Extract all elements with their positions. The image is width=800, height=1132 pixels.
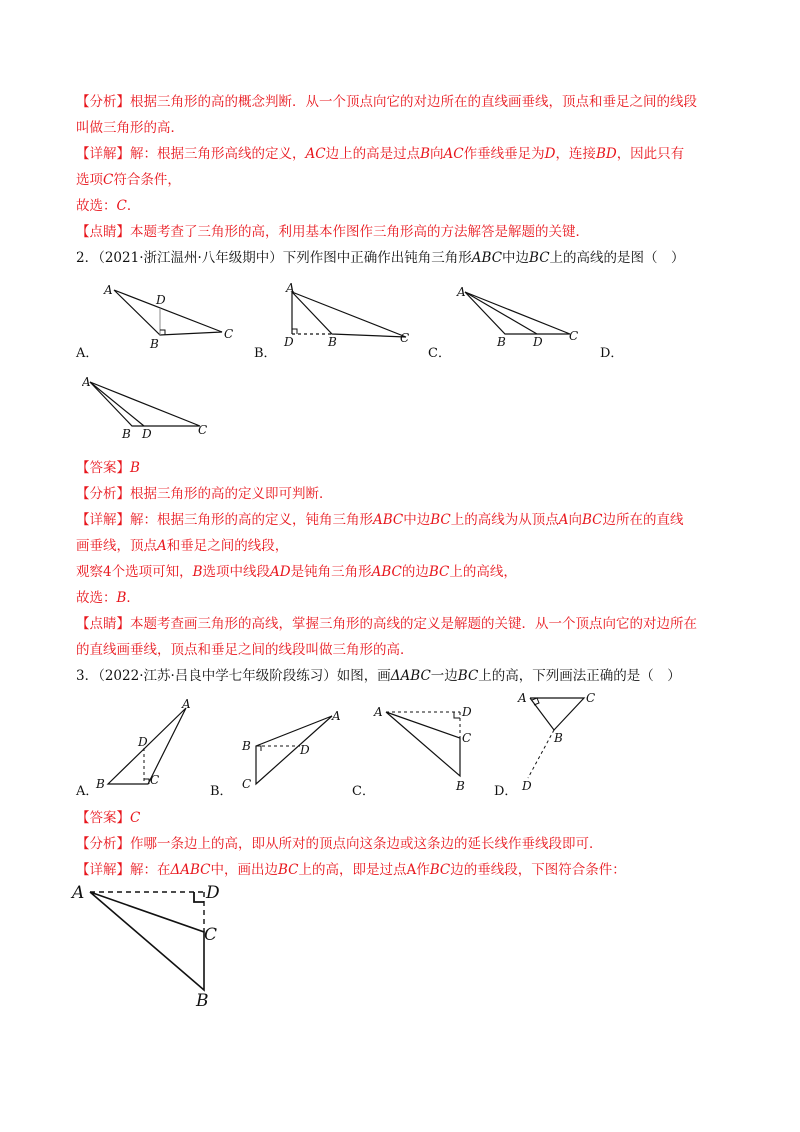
label-C: C [198,423,208,437]
q2-figure-b [280,282,420,356]
label-B: B [242,739,251,753]
q1-comment: 【点睛】本题考查了三角形的高，利用基本作图作三角形高的方法解答是解题的关键． [76,224,589,240]
q3-option-b[interactable]: B． [210,784,233,799]
label-D: D [533,335,543,349]
q2-figure-a [100,280,240,354]
q2-option-d[interactable]: D． [600,346,624,361]
label-D: D [156,293,166,307]
label-C: C [400,331,410,345]
q2-figure-c [455,282,595,356]
label-C: C [224,327,234,341]
q3-figure-d [512,686,602,800]
q3-figure-c [372,700,482,800]
label-A: A [82,375,91,389]
q2-option-a[interactable]: A． [76,346,99,361]
label-B: B [497,335,506,349]
label-B: B [456,779,465,793]
q1-analysis-line-1: 【分析】根据三角形的高的概念判断．从一个顶点向它的对边所在的直线画垂线，顶点和垂足之间的线段 [76,94,697,110]
label-B: B [122,427,131,441]
q3-solution-figure [70,880,240,1014]
q2-comment-line-2: 的直线画垂线，顶点和垂足之间的线段叫做三角形的高． [76,642,414,658]
label-A: A [72,883,85,903]
label-D: D [138,735,148,749]
label-B: B [554,731,563,745]
q1-detail-line-2: 选项C符合条件， [76,172,181,188]
q2-comment-line-1: 【点睛】本题考查画三角形的高线，掌握三角形的高线的定义是解题的关键．从一个顶点向它的对边所在 [76,616,697,632]
q2-figure-d [82,372,222,446]
label-D: D [284,335,294,349]
label-A: A [518,691,527,705]
label-D: D [300,743,310,757]
label-D: D [462,705,472,719]
label-C: C [586,691,596,705]
label-B: B [328,335,337,349]
q3-option-d[interactable]: D． [494,784,518,799]
label-B: B [96,777,105,791]
label-C: C [462,731,472,745]
label-B: B [196,991,209,1010]
label-A: A [104,283,113,297]
q3-detail: 【详解】解：在ΔABC中，画出边BC上的高，即是过点A作BC边的垂线段，下图符合条件： [76,862,626,878]
q2-analysis: 【分析】根据三角形的高的定义即可判断． [76,486,333,502]
label-D: D [522,779,532,793]
q2-answer: 【答案】B [76,460,140,476]
label-D: D [206,883,220,903]
label-C: C [204,925,218,945]
q1-answer: 故选：C． [76,198,141,214]
q2-detail-line-3: 观察4个选项可知，B选项中线段AD是钝角三角形ABC的边BC上的高线， [76,564,517,580]
label-A: A [332,709,341,723]
q3-option-c[interactable]: C． [352,784,375,799]
q2-detail-line-1: 【详解】解：根据三角形的高的定义，钝角三角形ABC中边BC上的高线为从顶点A向BC边所在的直线 [76,512,684,528]
label-D: D [142,427,152,441]
q2-stem: 2．（2021·浙江温州·八年级期中）下列作图中正确作出钝角三角形ABC中边BC上的高线的是图（ ） [76,250,685,266]
q3-stem: 3．（2022·江苏·吕良中学七年级阶段练习）如图，画ΔABC一边BC上的高，下列画法正确的是（ ） [76,668,681,684]
label-C: C [242,777,252,791]
label-B: B [150,337,159,350]
label-A: A [286,282,295,295]
q2-choose: 故选：B． [76,590,140,606]
q2-option-c[interactable]: C． [428,346,451,361]
label-A: A [374,705,383,719]
q3-figure-a [90,698,200,798]
q3-option-a[interactable]: A． [76,784,99,799]
q2-detail-line-2: 画垂线，顶点A和垂足之间的线段， [76,538,289,554]
label-A: A [457,285,466,299]
q1-analysis-line-2: 叫做三角形的高． [76,120,184,136]
q3-answer: 【答案】C [76,810,141,826]
label-C: C [150,773,160,787]
q1-detail-line-1: 【详解】解：根据三角形高线的定义，AC边上的高是过点B向AC作垂线垂足为D，连接BD，因此只有 [76,146,685,162]
q3-analysis: 【分析】作哪一条边上的高，即从所对的顶点向这条边或这条边的延长线作垂线段即可． [76,836,603,852]
label-A: A [182,698,191,711]
q3-figure-b [236,706,346,800]
q2-option-b[interactable]: B． [254,346,277,361]
label-C: C [569,329,579,343]
